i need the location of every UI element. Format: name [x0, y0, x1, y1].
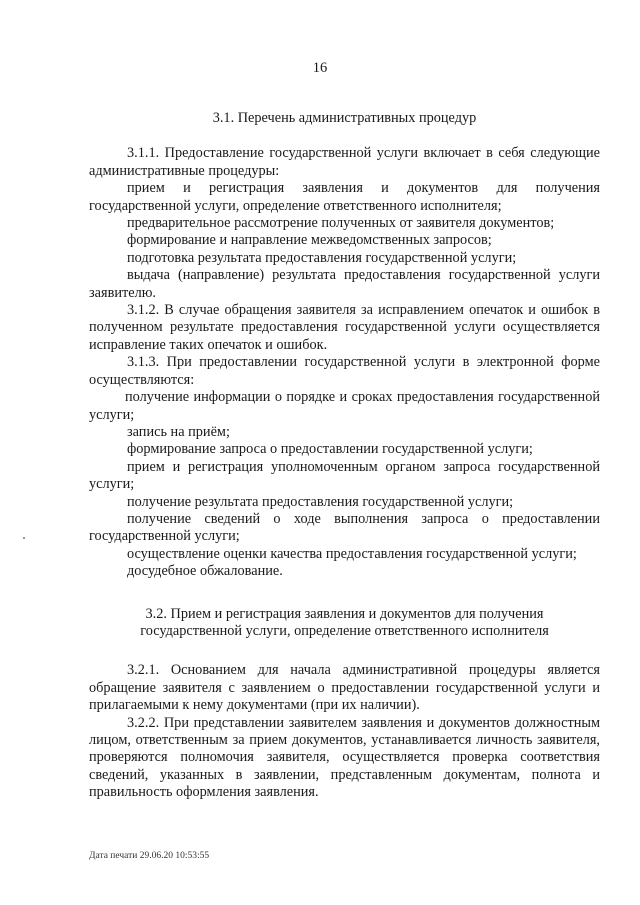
print-date-footer: Дата печати 29.06.20 10:53:55 — [89, 851, 210, 861]
paragraph-3-1-3: 3.1.3. При предоставлении государственной услуги в электронной форме осуществляются: — [89, 354, 600, 388]
list-item: формирование запроса о предоставлении государственной услуги; — [127, 441, 533, 458]
document-body — [89, 110, 600, 802]
list-item: выдача (направление) результата предоставления государственной услуги заявителю. — [89, 267, 600, 301]
section-heading-3-1: 3.1. Перечень административных процедур — [212, 110, 477, 126]
section-heading-3-2 — [89, 606, 600, 641]
page-number: 16 — [312, 60, 328, 76]
list-item: получение сведений о ходе выполнения запроса о предоставлении государственной услуги; — [89, 510, 600, 545]
section-heading-line: государственной услуги, определение ответственного исполнителя — [140, 622, 549, 639]
list-item: формирование и направление межведомственных запросов; — [127, 232, 492, 249]
list-item: предварительное рассмотрение полученных от заявителя документов; — [127, 215, 555, 232]
list-item: запись на приём; — [127, 423, 230, 440]
paragraph-3-1-2: 3.1.2. В случае обращения заявителя за исправлением опечаток и ошибок в полученном результате предоставления государственной услуги осуществляется исправление таких опечаток и ошибок. — [89, 302, 600, 353]
list-item: подготовка результата предоставления государственной услуги; — [127, 249, 517, 266]
list-item: осуществление оценки качества предоставления государственной услуги; — [127, 545, 577, 562]
list-item: получение результата предоставления государственной услуги; — [127, 493, 514, 510]
paragraph-3-2-2: 3.2.2. При представлении заявителем заявления и документов должностным лицом, ответственным за прием документов, устанавливается личность заявителя, проверяются полномочия заявителя, осуществляется проверка соответствия сведений, указанных в заявлении, представленным документам, полнота и правильность оформления заявления. — [89, 714, 600, 801]
list-item: прием и регистрация заявления и документов для получения государственной услуги, определение ответственного исполнителя; — [89, 180, 600, 214]
scan-speck — [23, 537, 25, 539]
paragraph-3-2-1: 3.2.1. Основанием для начала административной процедуры является обращение заявителя с заявлением о предоставлении государственной услуги и прилагаемыми к нему документами (при их наличии). — [89, 662, 600, 714]
list-item: досудебное обжалование. — [127, 563, 283, 580]
list-item: получение информации о порядке и сроках предоставления государственной услуги; — [89, 389, 600, 423]
list-item: прием и регистрация уполномоченным органом запроса государственной услуги; — [89, 458, 600, 493]
paragraph-3-1-1: 3.1.1. Предоставление государственной услуги включает в себя следующие административные процедуры: — [89, 145, 600, 179]
section-heading-line: 3.2. Прием и регистрация заявления и документов для получения — [145, 605, 544, 622]
